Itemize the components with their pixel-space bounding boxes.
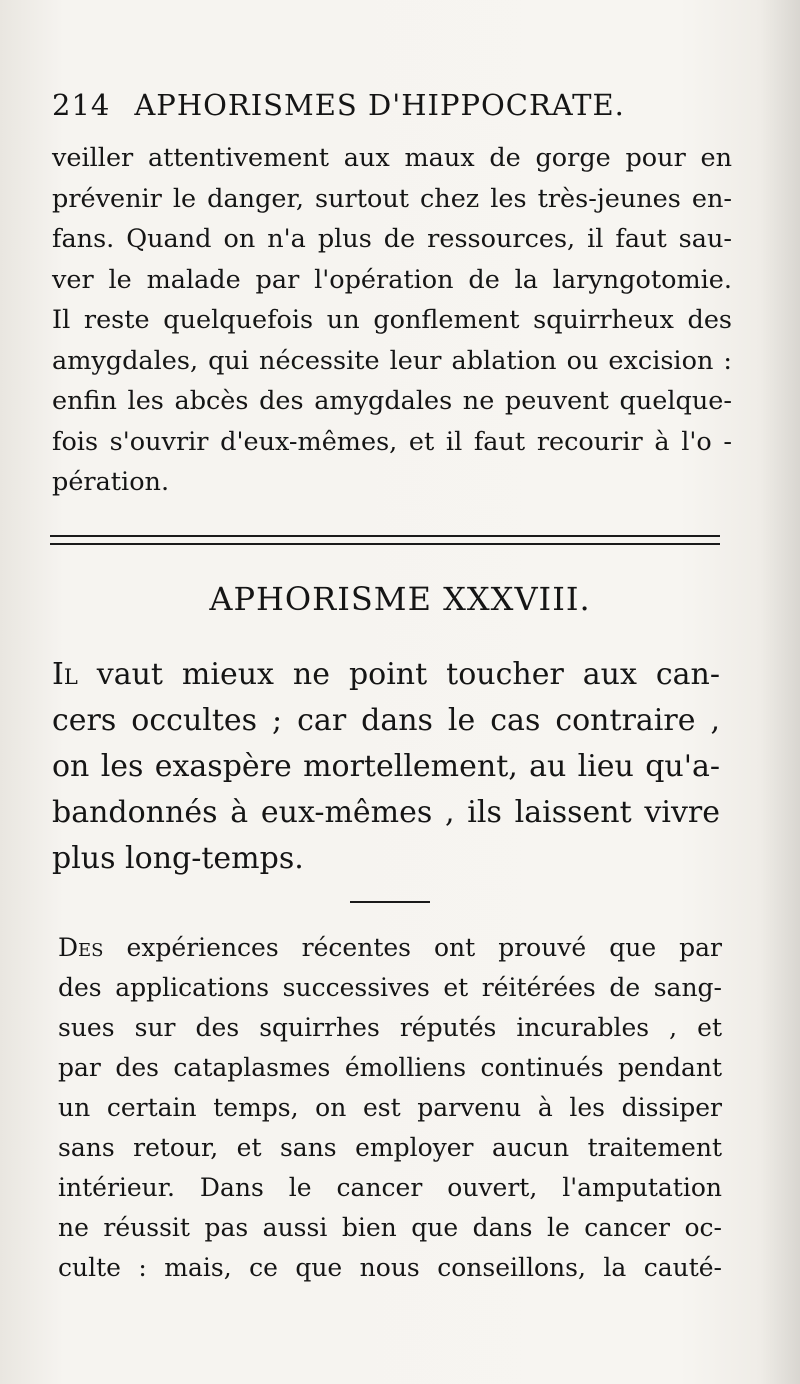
section-double-rule	[50, 535, 720, 545]
text-line: fois s'ouvrir d'eux-mêmes, et il faut recourir à l'o -	[52, 426, 732, 457]
text-line: pération.	[52, 467, 170, 497]
text-line: prévenir le danger, surtout chez les très-jeunes en-	[52, 183, 732, 214]
text-line: bandonnés à eux-mêmes , ils laissent vivre	[52, 795, 720, 830]
running-header	[52, 88, 742, 122]
text-line: cers occultes ; car dans le cas contraire ,	[52, 703, 720, 738]
text-line: intérieur. Dans le cancer ouvert, l'amputation	[58, 1173, 722, 1202]
text-line: enfin les abcès des amygdales ne peuvent quelque-	[52, 386, 732, 416]
text-line: un certain temps, on est parvenu à les dissiper	[58, 1093, 722, 1122]
text-line: sans retour, et sans employer aucun traitement	[58, 1133, 722, 1162]
text-line: veiller attentivement aux maux de gorge pour en	[52, 143, 732, 173]
text-line: amygdales, qui nécessite leur ablation ou excision :	[52, 345, 732, 376]
text-line: sues sur des squirrhes réputés incurables , et	[58, 1013, 722, 1042]
text-line: culte : mais, ce que nous conseillons, la cauté-	[58, 1253, 722, 1282]
text-line	[52, 652, 720, 698]
text-line: ver le malade par l'opération de la laryngotomie.	[52, 264, 732, 295]
text-line: des applications successives et réitérées de sang-	[58, 973, 722, 1002]
continued-paragraph	[52, 138, 732, 503]
text-line: plus long-temps.	[52, 841, 304, 876]
initial-word: Des	[58, 933, 104, 962]
text-line: Il reste quelquefois un gonflement squirrheux des	[52, 305, 732, 335]
text-line: ne réussit pas aussi bien que dans le cancer oc-	[58, 1213, 722, 1242]
text-line	[58, 928, 722, 968]
commentary-text	[58, 928, 722, 1288]
page-edge-shadow	[760, 0, 800, 1384]
text-line: fans. Quand on n'a plus de ressources, il faut sau-	[52, 224, 732, 254]
running-title: APHORISMES D'HIPPOCRATE.	[134, 88, 625, 122]
text-fragment: expériences récentes ont prouvé que par	[103, 933, 722, 962]
aphorism-text	[52, 652, 720, 882]
text-fragment: vaut mieux ne point toucher aux can-	[77, 657, 720, 692]
initial-word: Il	[52, 657, 78, 692]
separator-rule	[350, 901, 430, 903]
text-line: on les exaspère mortellement, au lieu qu'a-	[52, 749, 720, 784]
page-number: 214	[52, 88, 111, 122]
aphorism-heading: APHORISME XXXVIII.	[209, 580, 591, 618]
text-line: par des cataplasmes émolliens continués pendant	[58, 1053, 722, 1082]
